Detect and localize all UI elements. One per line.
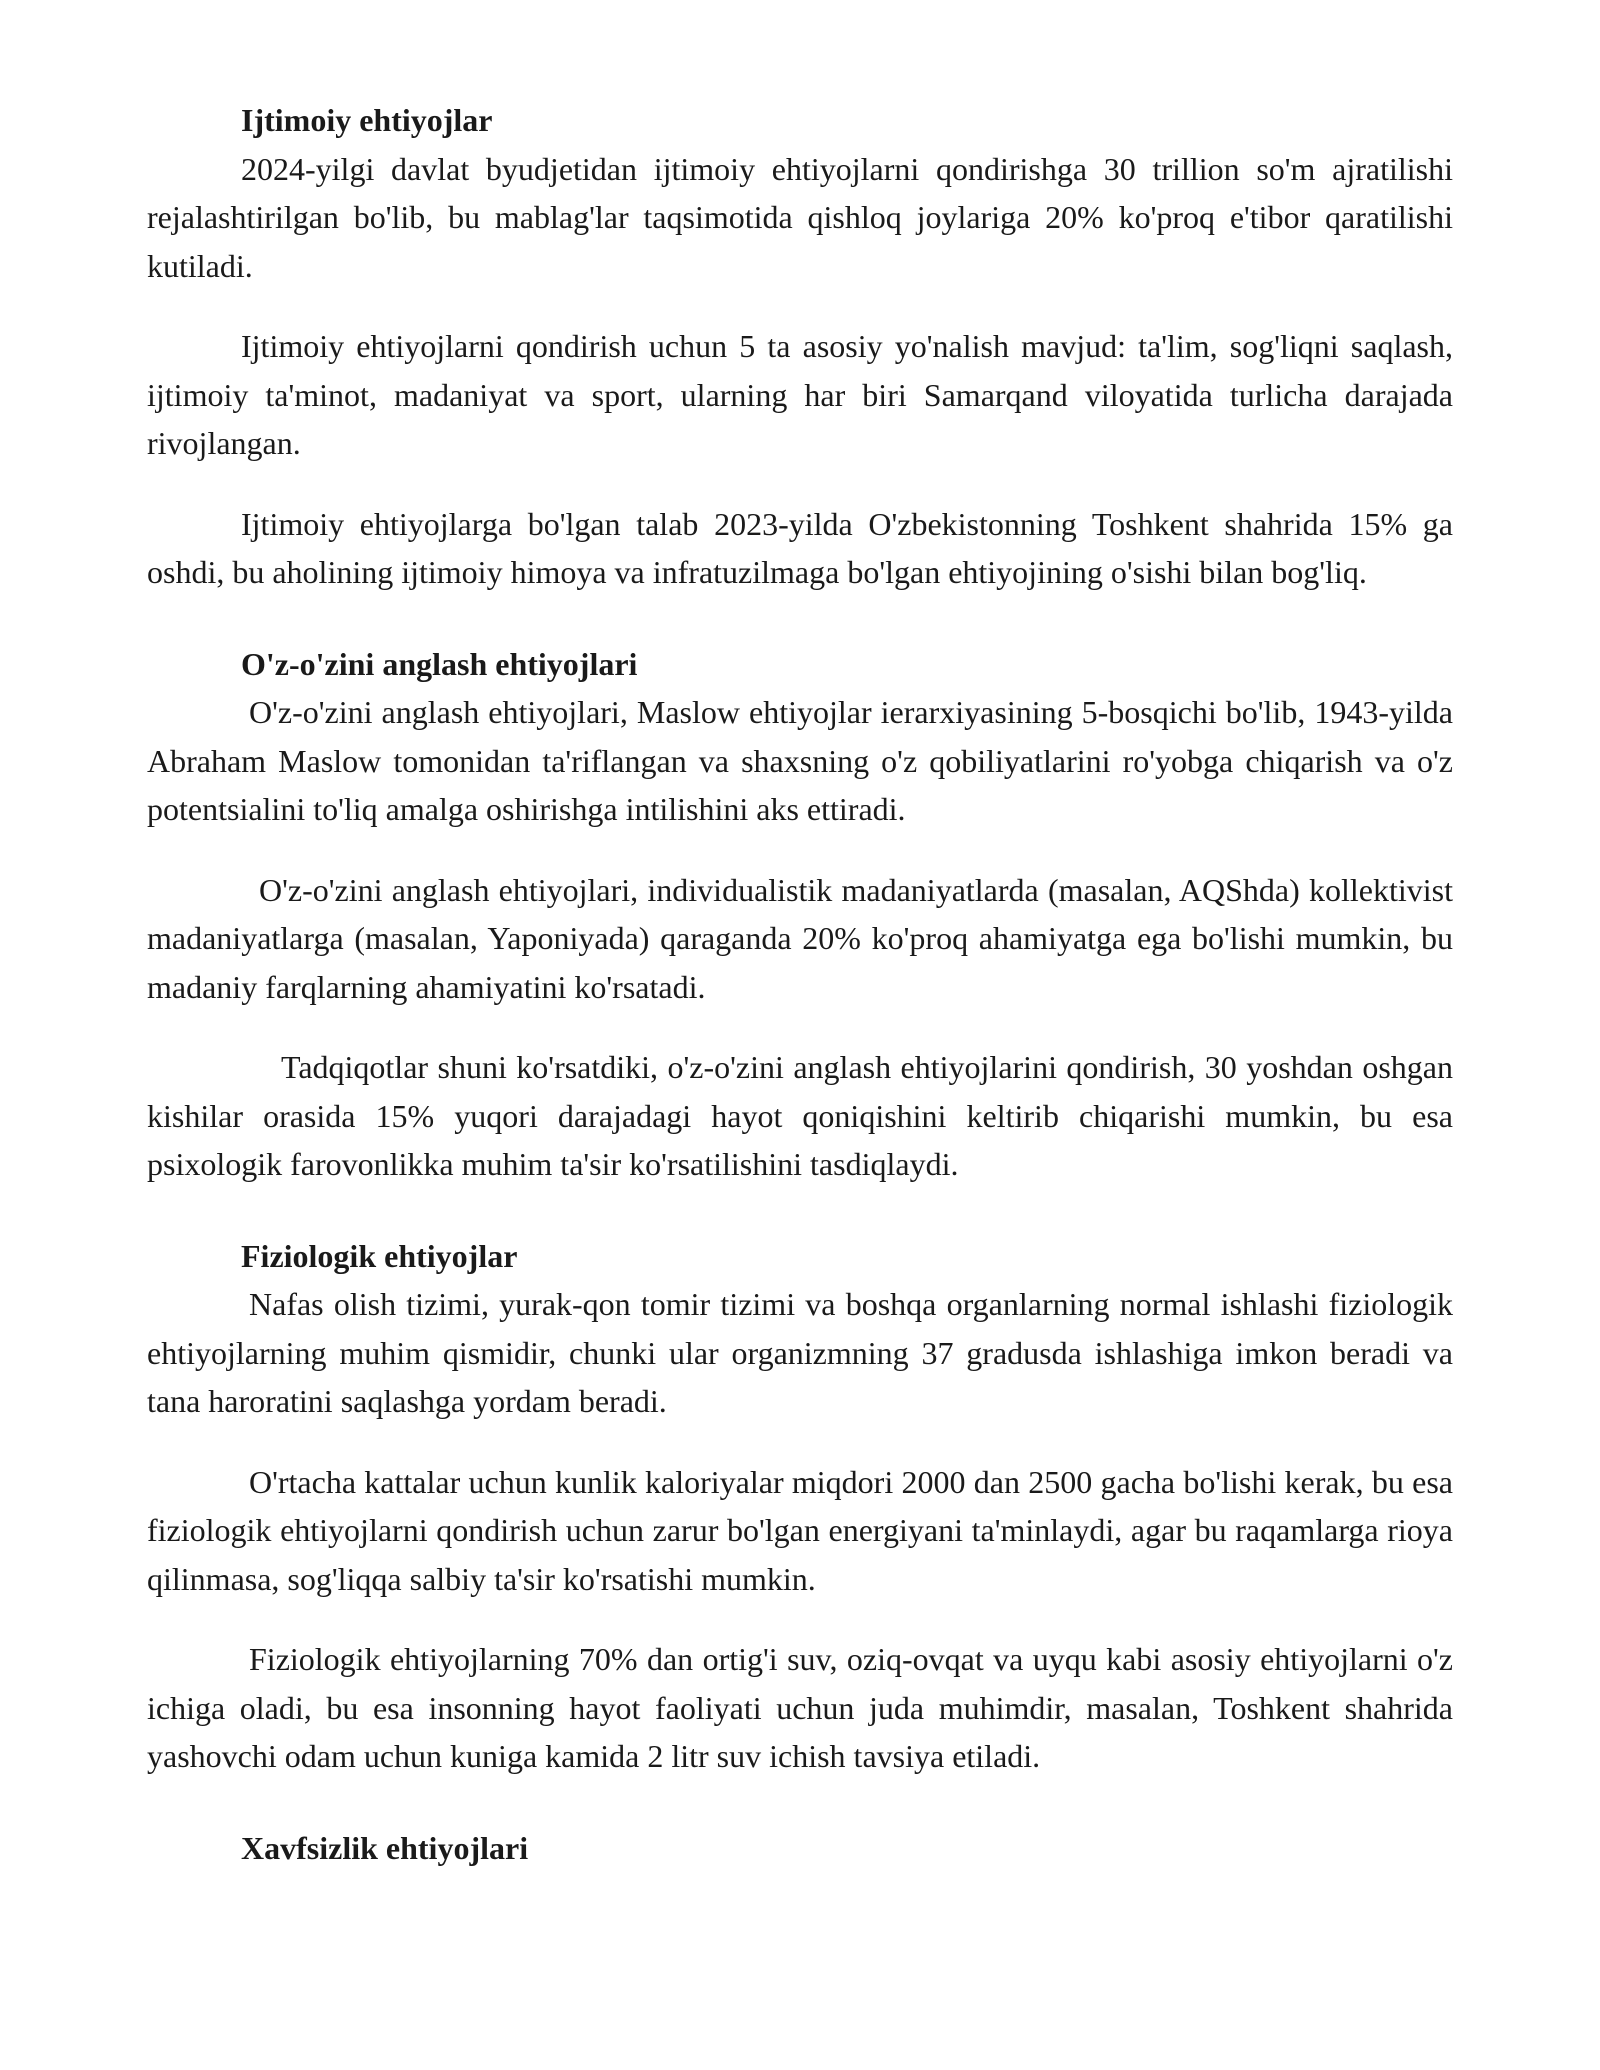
section-social-needs (147, 96, 1453, 597)
paragraph: Ijtimoiy ehtiyojlarni qondirish uchun 5 ta asosiy yo'nalish mavjud: ta'lim, sog'liqni saqlash, ijtimoiy ta'minot, madaniyat va sport, ularning har biri Samarqand viloyatida turlicha darajada rivojlangan. (147, 328, 1453, 461)
document-page (147, 96, 1453, 1872)
section-heading: Fiziologik ehtiyojlar (241, 1237, 518, 1274)
paragraph: O'rtacha kattalar uchun kunlik kaloriyalar miqdori 2000 dan 2500 gacha bo'lishi kerak, bu esa fiziologik ehtiyojlarni qondirish uchun zarur bo'lgan energiyani ta'minlaydi, agar bu raqamlarga rioya qilinmasa, sog'liqqa salbiy ta'sir ko'rsatishi mumkin. (147, 1463, 1453, 1597)
section-self-actualization-needs (147, 640, 1453, 1189)
paragraph: Fiziologik ehtiyojlarning 70% dan ortig'i suv, oziq-ovqat va uyqu kabi asosiy ehtiyojlarni o'z ichiga oladi, bu esa insonning hayot faoliyati uchun juda muhimdir, masalan, Toshkent shahrida yashovchi odam uchun kuniga kamida 2 litr suv ichish tavsiya etiladi. (147, 1641, 1453, 1774)
section-heading: O'z-o'zini anglash ehtiyojlari (241, 645, 638, 682)
paragraph: Nafas olish tizimi, yurak-qon tomir tizimi va boshqa organlarning normal ishlashi fiziologik ehtiyojlarning muhim qismidir, chunki ular organizmning 37 gradusda ishlashiga imkon beradi va tana haroratini saqlashga yordam beradi. (147, 1286, 1453, 1419)
section-heading: Xavfsizlik ehtiyojlari (241, 1829, 529, 1866)
paragraph: 2024-yilgi davlat byudjetidan ijtimoiy ehtiyojlarni qondirishga 30 trillion so'm ajratilishi rejalashtirilgan bo'lib, bu mablag'lar taqsimotida qishloq joylariga 20% ko'proq e'tibor qaratilishi kutiladi. (147, 150, 1453, 284)
paragraph: Tadqiqotlar shuni ko'rsatdiki, o'z-o'zini anglash ehtiyojlarini qondirish, 30 yoshdan oshgan kishilar orasida 15% yuqori darajadagi hayot qoniqishini keltirib chiqarishi mumkin, bu esa psixologik farovonlikka muhim ta'sir ko'rsatilishini tasdiqlaydi. (147, 1049, 1453, 1182)
section-heading: Ijtimoiy ehtiyojlar (241, 102, 493, 138)
paragraph: O'z-o'zini anglash ehtiyojlari, Maslow ehtiyojlar ierarxiyasining 5-bosqichi bo'lib, 1943-yilda Abraham Maslow tomonidan ta'riflangan va shaxsning o'z qobiliyatlarini ro'yobga chiqarish va o'z potentsialini to'liq amalga oshirishga intilishini aks ettiradi. (147, 694, 1453, 827)
paragraph: Ijtimoiy ehtiyojlarga bo'lgan talab 2023-yilda O'zbekistonning Toshkent shahrida 15% ga oshdi, bu aholining ijtimoiy himoya va infratuzilmaga bo'lgan ehtiyojining o'sishi bilan bog'liq. (147, 505, 1453, 590)
section-safety-needs (147, 1824, 1453, 1873)
section-physiological-needs (147, 1232, 1453, 1781)
paragraph: O'z-o'zini anglash ehtiyojlari, individualistik madaniyatlarda (masalan, AQShda) kollektivist madaniyatlarga (masalan, Yaponiyada) qaraganda 20% ko'proq ahamiyatga ega bo'lishi mumkin, bu madaniy farqlarning ahamiyatini ko'rsatadi. (147, 871, 1453, 1005)
